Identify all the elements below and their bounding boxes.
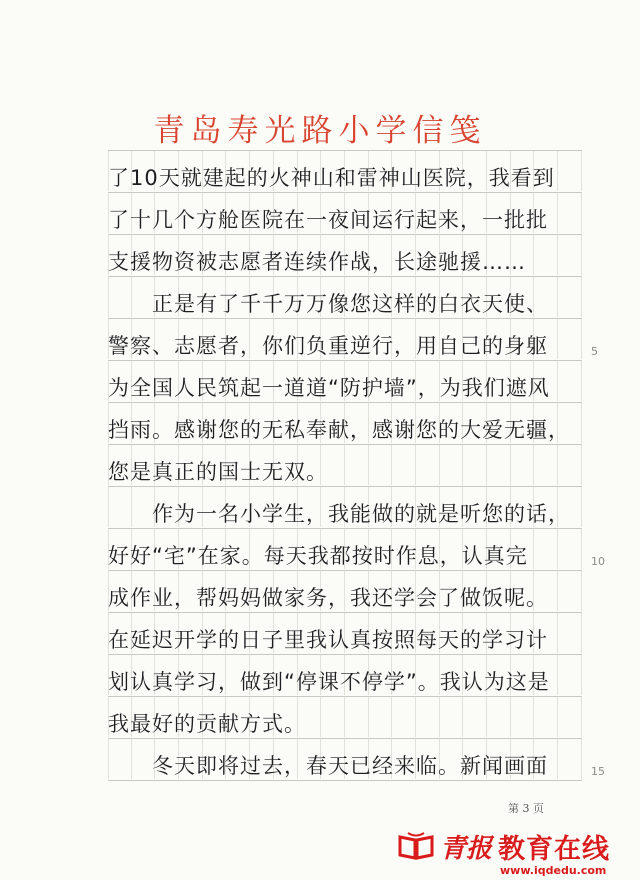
- line-number: 10: [591, 555, 605, 568]
- watermark-logo: [398, 828, 610, 864]
- line-number: 5: [591, 345, 598, 358]
- open-book-icon: [398, 831, 434, 861]
- page-number-label: 第 3 页: [508, 802, 544, 815]
- handwritten-line: 了十几个方舱医院在一夜间运行起来，一批批: [108, 208, 548, 232]
- handwritten-line: 好好“宅”在家。每天我都按时作息，认真完: [108, 544, 528, 568]
- handwritten-line: 划认真学习，做到“停课不停学”。我认为这是: [108, 670, 550, 694]
- handwritten-line: 在延迟开学的日子里我认真按照每天的学习计: [108, 628, 548, 652]
- handwritten-line: 作为一名小学生，我能做的就是听您的话，: [108, 502, 570, 526]
- brush-calligraphy: 青报: [440, 833, 493, 864]
- line-number: 15: [591, 765, 605, 778]
- handwritten-line: 我最好的贡献方式。: [108, 712, 306, 736]
- letterhead-title: 青岛寿光路小学信笺: [153, 113, 487, 149]
- handwritten-line: 为全国人民筑起一道道“防护墙”，为我们遮风: [108, 376, 550, 400]
- handwritten-line: 冬天即将过去，春天已经来临。新闻画面: [108, 754, 548, 778]
- handwritten-line: 挡雨。感谢您的无私奉献，感谢您的大爱无疆，: [108, 418, 570, 442]
- brand-name: 教育在线: [498, 833, 611, 865]
- handwritten-line: 成作业，帮妈妈做家务，我还学会了做饭呢。: [108, 586, 548, 610]
- handwritten-line: 正是有了千千万万像您这样的白衣天使、: [108, 292, 548, 316]
- handwritten-line: 警察、志愿者，你们负重逆行，用自己的身躯: [108, 334, 548, 358]
- handwritten-line: 支援物资被志愿者连续作战，长途驰援……: [108, 250, 526, 274]
- handwritten-line: 您是真正的国士无双。: [108, 460, 328, 484]
- watermark-url: www.iqdedu.com: [500, 864, 607, 877]
- handwritten-line: 了10天就建起的火神山和雷神山医院，我看到: [108, 166, 555, 190]
